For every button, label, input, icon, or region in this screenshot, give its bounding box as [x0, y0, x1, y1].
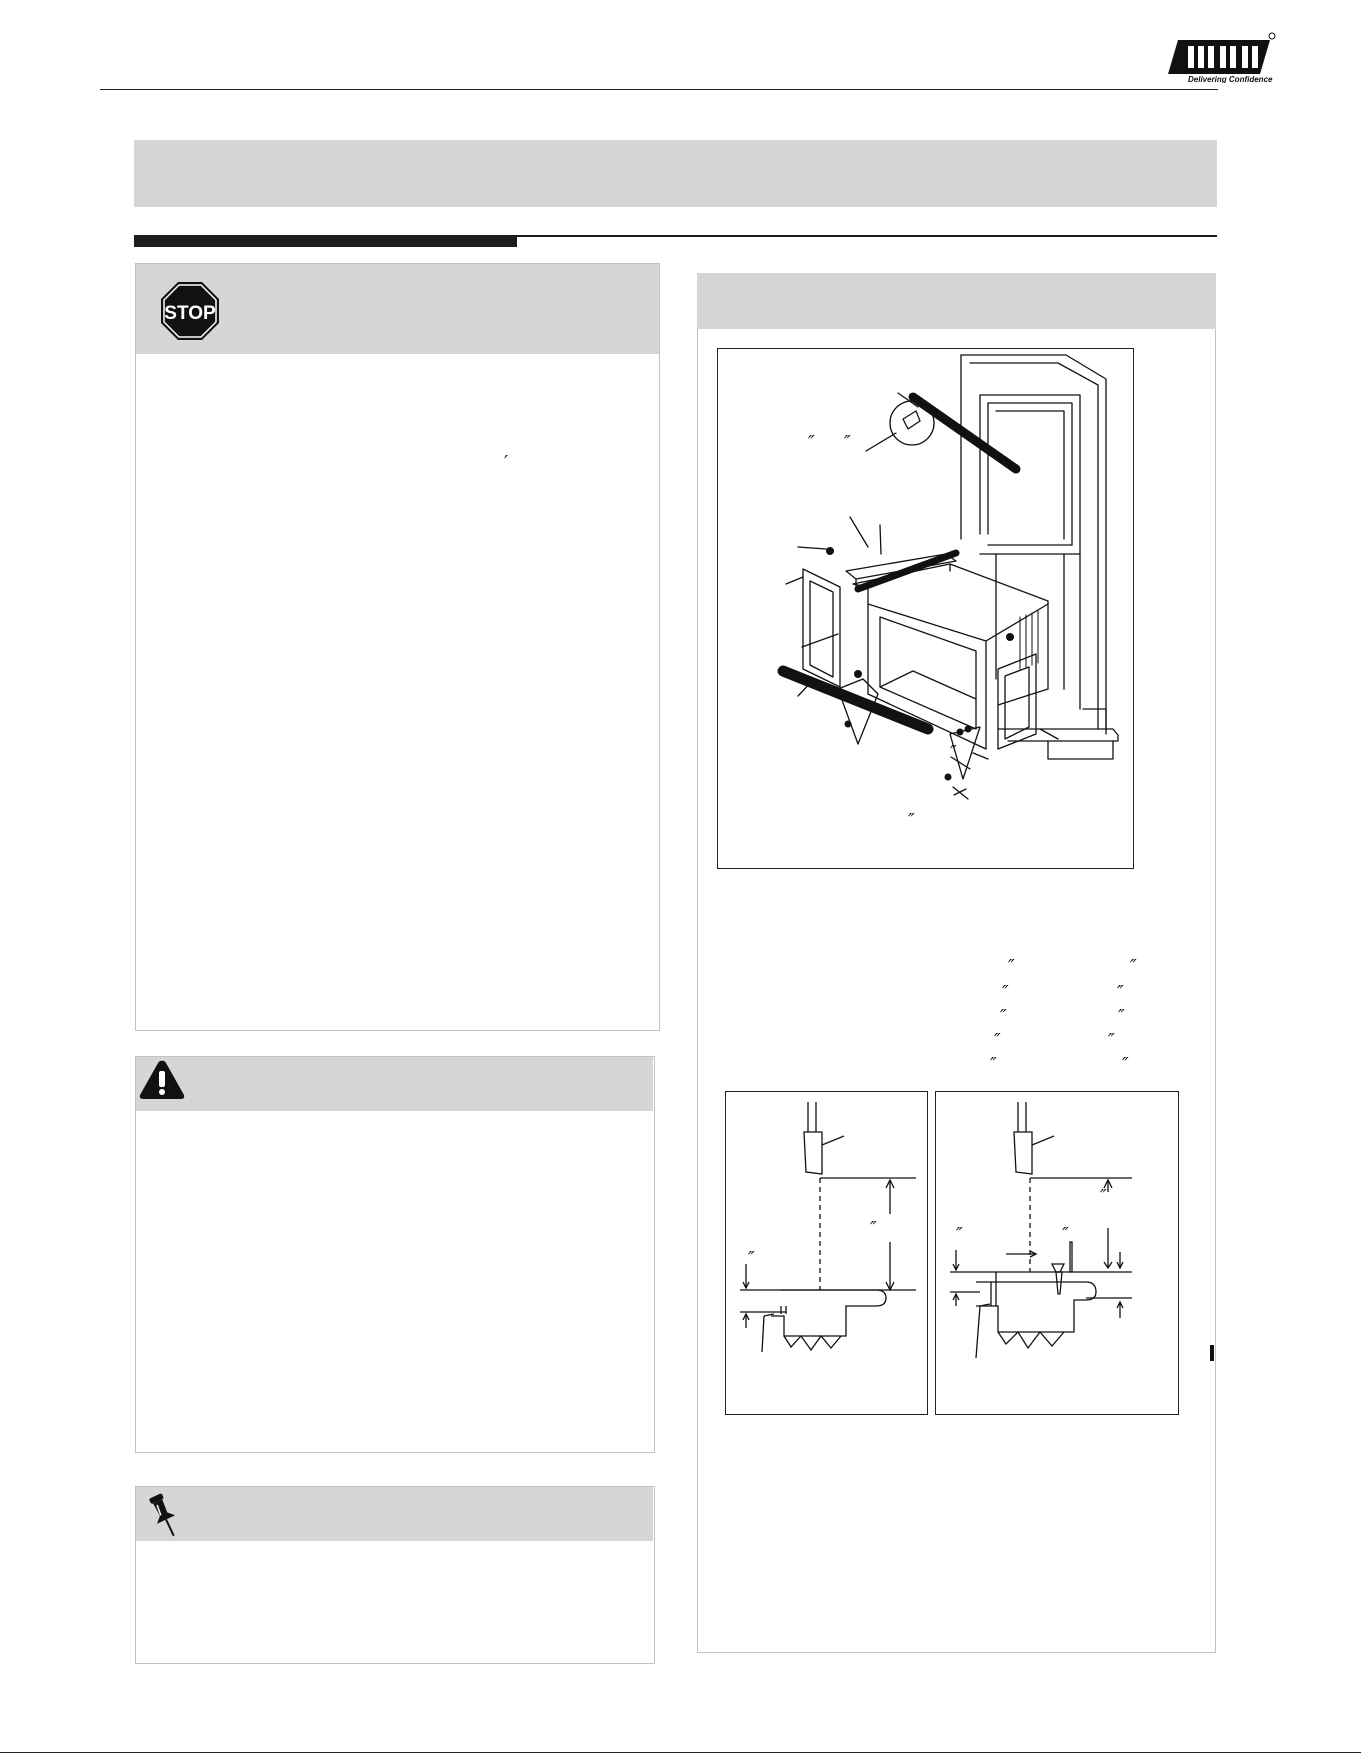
inch-mark: ″ — [908, 810, 915, 831]
header-rule — [100, 89, 1218, 90]
inch-mark: ″ — [950, 742, 957, 763]
stop-sign-icon — [160, 281, 220, 341]
warning-panel — [135, 1056, 655, 1453]
inch-mark: ″ — [1117, 982, 1124, 1003]
inch-mark: ″ — [994, 1030, 1001, 1051]
installation-panel-header — [697, 273, 1216, 329]
inch-mark: ″ — [748, 1248, 755, 1269]
inch-mark: ″ — [1000, 1006, 1007, 1027]
sill-diagram-left — [725, 1091, 928, 1415]
stop-sign-text: STOP — [164, 303, 216, 324]
foot-mark: ′ — [504, 452, 509, 473]
inch-mark: ″ — [956, 1224, 963, 1245]
inch-mark: ″ — [1108, 1030, 1115, 1051]
pushpin-icon — [143, 1490, 185, 1540]
footer-rule — [0, 1752, 1361, 1753]
inch-mark: ″ — [1100, 1186, 1107, 1207]
logo-tagline: Delivering Confidence — [1188, 75, 1273, 83]
inch-mark: ″ — [1130, 956, 1137, 977]
section-rule-thin — [517, 235, 1217, 237]
inch-mark: ″ — [808, 432, 815, 453]
stop-panel — [135, 263, 660, 1031]
inch-mark: ″ — [1062, 1224, 1069, 1245]
sill-diagram-right — [935, 1091, 1179, 1415]
mars-logo-icon — [1168, 28, 1278, 83]
inch-mark: ″ — [1008, 956, 1015, 977]
inch-mark: ″ — [990, 1054, 997, 1075]
page-edge-mark — [1210, 1345, 1214, 1361]
section-rule-thick — [134, 235, 517, 247]
note-panel-header — [136, 1487, 653, 1541]
warning-triangle-icon — [137, 1057, 187, 1103]
title-banner — [134, 140, 1217, 207]
inch-mark: ″ — [870, 1218, 877, 1239]
inch-mark: ″ — [1122, 1054, 1129, 1075]
inch-mark: ″ — [1002, 982, 1009, 1003]
exploded-installation-diagram — [717, 348, 1134, 869]
inch-mark: ″ — [1118, 1006, 1125, 1027]
inch-mark: ″ — [844, 432, 851, 453]
warning-panel-header — [136, 1057, 653, 1111]
